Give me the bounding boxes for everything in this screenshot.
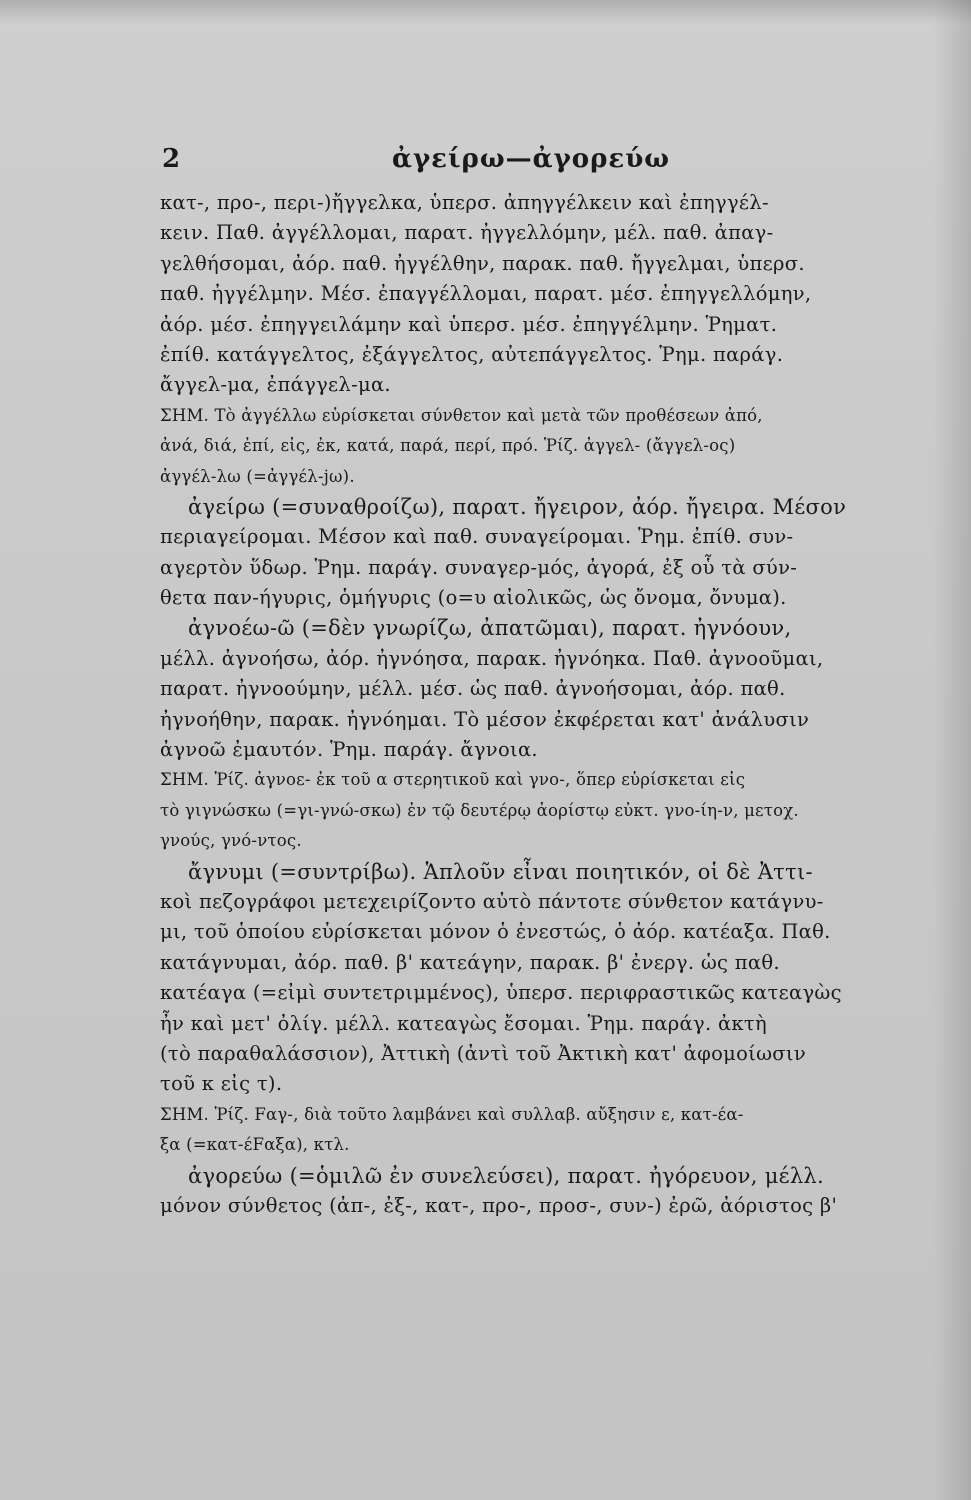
text-line: (τὸ παραθαλάσσιον), Ἀττικὴ (ἀντὶ τοῦ Ἀκτικὴ κατ' ἀφομοίωσιν: [160, 1041, 806, 1065]
entry-headword-line: ἀγορεύω (=ὁμιλῶ ἐν συνελεύσει), παρατ. ἠγόρευον, μέλλ.: [188, 1163, 825, 1188]
text-line: ἄγγελ-μα, ἐπάγγελ-μα.: [160, 373, 391, 397]
note-line: ΣΗΜ. Ῥίζ. Fαγ-, διὰ τοῦτο λαμβάνει καὶ συλλαβ. αὔξησιν ε, κατ-έα-: [160, 1104, 744, 1124]
dictionary-text: [160, 188, 885, 1221]
text-line: κατάγνυμαι, ἀόρ. παθ. β' κατεάγην, παρακ. β' ἐνεργ. ὡς παθ.: [160, 950, 780, 974]
text-line: ἀόρ. μέσ. ἐπηγγειλάμην καὶ ὑπερσ. μέσ. ἐπηγγέλμην. Ῥηματ.: [160, 312, 778, 336]
entry-headword-line: ἀγείρω (=συναθροίζω), παρατ. ἤγειρον, ἀόρ. ἤγειρα. Μέσον: [188, 494, 847, 519]
text-line: αγερτὸν ὕδωρ. Ῥημ. παράγ. συναγερ-μός, ἀγορά, ἐξ οὗ τὰ σύν-: [160, 555, 798, 579]
note-line: γνούς, γνό-ντος.: [160, 831, 302, 851]
note-line: ΣΗΜ. Ῥίζ. ἀγνοε- ἐκ τοῦ α στερητικοῦ καὶ γνο-, ὅπερ εὑρίσκεται εἰς: [160, 770, 746, 790]
page-right-shadow: [933, 0, 971, 1500]
entry-headword-line: ἀγνοέω-ῶ (=δὲν γνωρίζω, ἀπατῶμαι), παρατ. ἠγνόουν,: [188, 616, 792, 641]
note-line: ΣΗΜ. Τὸ ἀγγέλλω εὑρίσκεται σύνθετον καὶ μετὰ τῶν προθέσεων ἀπό,: [160, 405, 763, 425]
text-line: κοὶ πεζογράφοι μετεχειρίζοντο αὐτὸ πάντοτε σύνθετον κατάγνυ-: [160, 889, 824, 913]
text-line: κατέαγα (=εἰμὶ συντετριμμένος), ὑπερσ. περιφραστικῶς κατεαγὼς: [160, 981, 842, 1005]
text-line: κειν. Παθ. ἀγγέλλομαι, παρατ. ἠγγελλόμην, μέλ. παθ. ἀπαγ-: [160, 221, 774, 245]
entry-headword-line: ἄγνυμι (=συντρίβω). Ἁπλοῦν εἶναι ποιητικόν, οἱ δὲ Ἀττι-: [188, 859, 813, 884]
text-line: ἐπίθ. κατάγγελτος, ἐξάγγελτος, αὐτεπάγγελτος. Ῥημ. παράγ.: [160, 342, 784, 366]
text-line: μι, τοῦ ὁποίου εὑρίσκεται μόνον ὁ ἐνεστώς, ὁ ἀόρ. κατέαξα. Παθ.: [160, 920, 831, 944]
page-header: [162, 140, 882, 180]
page-number: 2: [162, 144, 181, 174]
text-line: παρατ. ἠγνοούμην, μέλλ. μέσ. ὡς παθ. ἀγνοήσομαι, ἀόρ. παθ.: [160, 677, 786, 701]
text-line: ἠγνοήθην, παρακ. ἠγνόημαι. Τὸ μέσον ἐκφέρεται κατ' ἀνάλυσιν: [160, 707, 810, 731]
text-line: θετα παν-ήγυρις, ὁμήγυρις (ο=υ αἰολικῶς, ὡς ὄνομα, ὄνυμα).: [160, 586, 787, 610]
running-head: ἀγείρω—ἀγορεύω: [392, 144, 671, 174]
note-line: ξα (=κατ-έFαξα), κτλ.: [160, 1135, 350, 1155]
text-line: ἦν καὶ μετ' ὀλίγ. μέλλ. κατεαγὼς ἔσομαι. Ῥημ. παράγ. ἀκτὴ: [160, 1011, 767, 1035]
text-line: κατ-, προ-, περι-)ἤγγελκα, ὑπερσ. ἀπηγγέλκειν καὶ ἐπηγγέλ-: [160, 191, 769, 214]
text-line: παθ. ἠγγέλμην. Μέσ. ἐπαγγέλλομαι, παρατ. μέσ. ἐπηγγελλόμην,: [160, 282, 812, 306]
text-line: μέλλ. ἀγνοήσω, ἀόρ. ἠγνόησα, παρακ. ἠγνόηκα. Παθ. ἀγνοοῦμαι,: [160, 646, 824, 670]
note-line: ἀνά, διά, ἐπί, εἰς, ἐκ, κατά, παρά, περί, πρό. Ῥίζ. ἀγγελ- (ἄγγελ-ος): [160, 436, 736, 456]
text-line: γελθήσομαι, ἀόρ. παθ. ἠγγέλθην, παρακ. παθ. ἤγγελμαι, ὑπερσ.: [160, 251, 805, 275]
note-line: τὸ γιγνώσκω (=γι-γνώ-σκω) ἐν τῷ δευτέρῳ ἀορίστῳ εὐκτ. γνο-ίη-ν, μετοχ.: [160, 800, 799, 820]
text-line: περιαγείρομαι. Μέσον καὶ παθ. συναγείρομαι. Ῥημ. ἐπίθ. συν-: [160, 525, 794, 549]
text-line: μόνον σύνθετος (ἀπ-, ἐξ-, κατ-, προ-, προσ-, συν-) ἐρῶ, ἀόριστος β': [160, 1193, 838, 1217]
note-line: ἀγγέλ-λω (=ἀγγέλ-jω).: [160, 466, 355, 486]
text-line: ἀγνοῶ ἐμαυτόν. Ῥημ. παράγ. ἄγνοια.: [160, 738, 538, 762]
page-top-shadow: [0, 0, 971, 24]
text-line: τοῦ κ εἰς τ).: [160, 1072, 283, 1096]
